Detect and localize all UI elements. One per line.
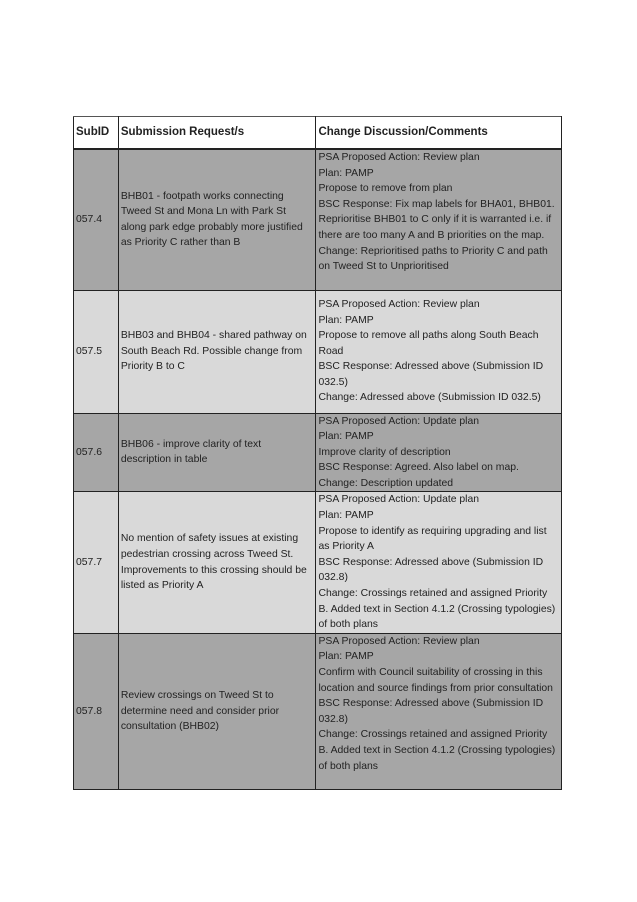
subid-cell: 057.7 xyxy=(74,492,119,633)
comment-line: BSC Response: Fix map labels for BHA01, BHB01. Reprioritise BHB01 to C only if it is warranted i.e. if there are too many A and B priorities on the map. xyxy=(318,198,555,241)
header-row xyxy=(74,117,562,150)
request-cell: BHB01 - footpath works connecting Tweed St and Mona Ln with Park St along park edge probably more justified as Priority C rather than B xyxy=(118,149,316,290)
request-cell: No mention of safety issues at existing pedestrian crossing across Tweed St. Improvements to this crossing should be listed as Priority A xyxy=(118,492,316,633)
comment-line: Propose to remove all paths along South Beach Road xyxy=(318,330,539,357)
subid-cell: 057.4 xyxy=(74,149,119,290)
comment-line: Plan: PAMP xyxy=(318,431,374,443)
comment-line: PSA Proposed Action: Review plan xyxy=(318,152,480,163)
comments-cell xyxy=(316,492,562,633)
table-row xyxy=(74,413,562,492)
comment-line: PSA Proposed Action: Update plan xyxy=(318,415,480,427)
comment-line: Propose to remove from plan xyxy=(318,183,453,195)
header-request: Submission Request/s xyxy=(118,117,316,150)
comments-cell xyxy=(316,149,562,290)
comment-line: PSA Proposed Action: Review plan xyxy=(318,298,480,310)
comment-line: BSC Response: Agreed. Also label on map. xyxy=(318,462,519,474)
submissions-table xyxy=(73,116,562,790)
comment-line: BSC Response: Adressed above (Submission ID 032.8) xyxy=(318,698,544,725)
request-cell: Review crossings on Tweed St to determine need and consider prior consultation (BHB02) xyxy=(118,633,316,789)
comment-line: BSC Response: Adressed above (Submission ID 032.5) xyxy=(318,361,544,388)
request-cell: BHB03 and BHB04 - shared pathway on South Beach Rd. Possible change from Priority B to C xyxy=(118,290,316,413)
comment-line: Plan: PAMP xyxy=(318,167,374,179)
table-row xyxy=(74,633,562,789)
comments-cell xyxy=(316,413,562,492)
table-row xyxy=(74,290,562,413)
comment-line: Improve clarity of description xyxy=(318,446,451,458)
comments-cell xyxy=(316,290,562,413)
comment-line: Plan: PAMP xyxy=(318,651,374,663)
comment-line: Change: Crossings retained and assigned Priority B. Added text in Section 4.1.2 (Crossing typologies) of both plans xyxy=(318,729,556,772)
comment-line: Change: Description updated xyxy=(318,477,454,489)
comment-line: Change: Reprioritised paths to Priority C and path on Tweed St to Unprioritised xyxy=(318,245,548,273)
header-subid: SubID xyxy=(74,117,119,150)
subid-cell: 057.8 xyxy=(74,633,119,789)
header-comments: Change Discussion/Comments xyxy=(316,117,562,150)
comment-line: PSA Proposed Action: Review plan xyxy=(318,635,480,647)
table-row xyxy=(74,492,562,633)
comment-line: Plan: PAMP xyxy=(318,510,374,522)
comment-line: Change: Adressed above (Submission ID 032.5) xyxy=(318,392,541,404)
comment-line: Change: Crossings retained and assigned Priority B. Added text in Section 4.1.2 (Crossing typologies) of both plans xyxy=(318,588,556,631)
comment-line: BSC Response: Adressed above (Submission ID 032.8) xyxy=(318,556,544,584)
subid-cell: 057.5 xyxy=(74,290,119,413)
comment-line: PSA Proposed Action: Update plan xyxy=(318,494,480,506)
subid-cell: 057.6 xyxy=(74,413,119,492)
comment-line: Propose to identify as requiring upgrading and list as Priority A xyxy=(318,525,547,553)
table-row xyxy=(74,149,562,290)
comment-line: Confirm with Council suitability of crossing in this location and source findings from prior consultation xyxy=(318,667,553,694)
comments-cell xyxy=(316,633,562,789)
request-cell: BHB06 - improve clarity of text description in table xyxy=(118,413,316,492)
comment-line: Plan: PAMP xyxy=(318,314,374,326)
